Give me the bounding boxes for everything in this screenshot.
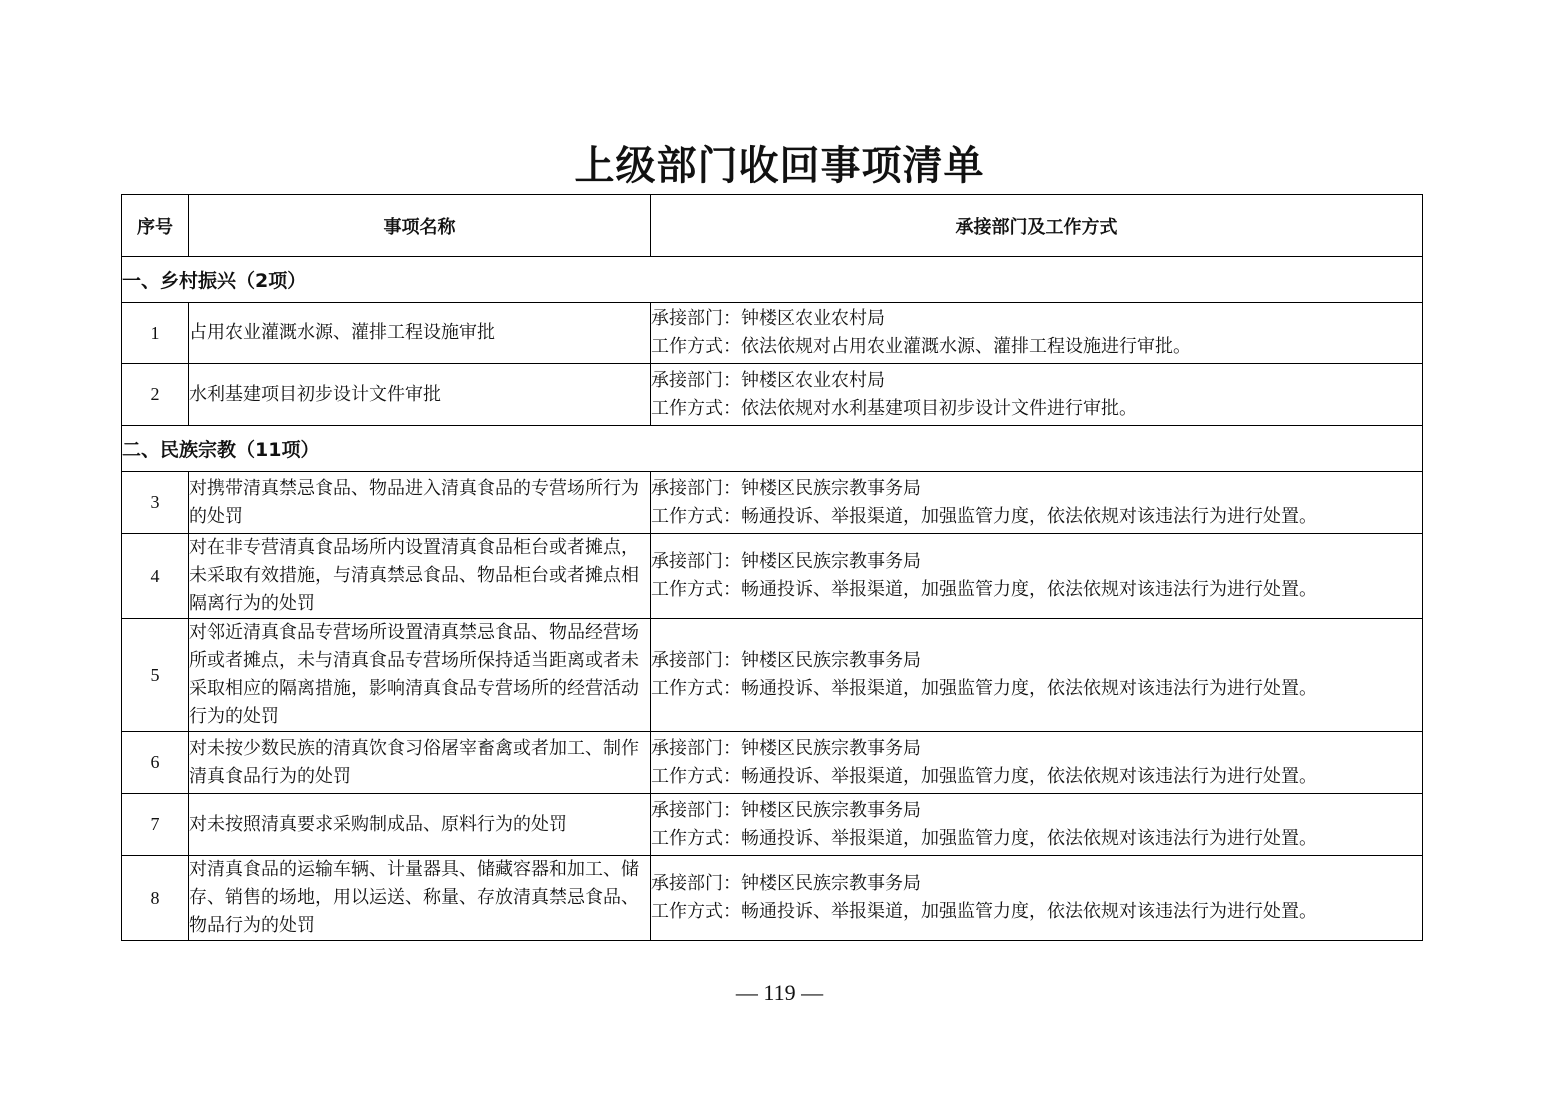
receiving-dept: 承接部门：钟楼区农业农村局	[651, 369, 885, 391]
row-number: 2	[122, 364, 189, 426]
row-number: 4	[122, 534, 189, 619]
receiving-dept: 承接部门：钟楼区民族宗教事务局	[651, 799, 921, 821]
table-row	[122, 619, 1423, 732]
dept-method-cell	[651, 732, 1423, 794]
item-name: 对未按少数民族的清真饮食习俗屠宰畜禽或者加工、制作清真食品行为的处罚	[189, 732, 651, 794]
section-row	[122, 426, 1423, 472]
header-dept-method: 承接部门及工作方式	[651, 195, 1423, 257]
section-row	[122, 257, 1423, 303]
receiving-dept: 承接部门：钟楼区民族宗教事务局	[651, 551, 921, 572]
table-row	[122, 732, 1423, 794]
receiving-dept: 承接部门：钟楼区民族宗教事务局	[651, 737, 921, 759]
item-name: 占用农业灌溉水源、灌排工程设施审批	[189, 303, 651, 364]
dept-method-cell	[651, 794, 1423, 856]
dept-method-cell	[651, 856, 1423, 941]
row-number: 6	[122, 732, 189, 794]
section-heading: 一、乡村振兴（2项）	[122, 257, 1423, 303]
row-number: 1	[122, 303, 189, 364]
header-item-name: 事项名称	[189, 195, 651, 257]
row-number: 3	[122, 472, 189, 534]
item-name: 水利基建项目初步设计文件审批	[189, 364, 651, 426]
work-method: 工作方式：畅通投诉、举报渠道，加强监管力度，依法依规对该违法行为进行处置。	[651, 765, 1317, 787]
page-title: 上级部门收回事项清单	[574, 142, 985, 189]
work-method: 工作方式：畅通投诉、举报渠道，加强监管力度，依法依规对该违法行为进行处置。	[651, 678, 1317, 699]
page-number: — 119 —	[735, 980, 824, 1005]
receiving-dept: 承接部门：钟楼区民族宗教事务局	[651, 873, 921, 894]
item-name: 对清真食品的运输车辆、计量器具、储藏容器和加工、储存、销售的场地，用以运送、称量、存放清真禁忌食品、物品行为的处罚	[189, 856, 651, 941]
receiving-dept: 承接部门：钟楼区民族宗教事务局	[651, 477, 921, 499]
dept-method-cell	[651, 303, 1423, 364]
row-number: 8	[122, 856, 189, 941]
table-row	[122, 472, 1423, 534]
dept-method-cell	[651, 534, 1423, 619]
item-name: 对携带清真禁忌食品、物品进入清真食品的专营场所行为的处罚	[189, 472, 651, 534]
header-serial: 序号	[122, 195, 189, 257]
section-heading: 二、民族宗教（11项）	[122, 426, 1423, 472]
item-name: 对在非专营清真食品场所内设置清真食品柜台或者摊点，未采取有效措施，与清真禁忌食品、物品柜台或者摊点相隔离行为的处罚	[189, 534, 651, 619]
table-row	[122, 303, 1423, 364]
work-method: 工作方式：依法依规对水利基建项目初步设计文件进行审批。	[651, 397, 1137, 419]
item-name: 对邻近清真食品专营场所设置清真禁忌食品、物品经营场所或者摊点，未与清真食品专营场所保持适当距离或者未采取相应的隔离措施，影响清真食品专营场所的经营活动行为的处罚	[189, 619, 651, 732]
work-method: 工作方式：畅通投诉、举报渠道，加强监管力度，依法依规对该违法行为进行处置。	[651, 579, 1317, 600]
table-row	[122, 856, 1423, 941]
table-row	[122, 534, 1423, 619]
dept-method-cell	[651, 364, 1423, 426]
item-name: 对未按照清真要求采购制成品、原料行为的处罚	[189, 794, 651, 856]
dept-method-cell	[651, 472, 1423, 534]
work-method: 工作方式：依法依规对占用农业灌溉水源、灌排工程设施进行审批。	[651, 336, 1191, 357]
row-number: 7	[122, 794, 189, 856]
items-table	[121, 194, 1423, 941]
table-header-row	[122, 195, 1423, 257]
table-row	[122, 364, 1423, 426]
table-row	[122, 794, 1423, 856]
row-number: 5	[122, 619, 189, 732]
work-method: 工作方式：畅通投诉、举报渠道，加强监管力度，依法依规对该违法行为进行处置。	[651, 505, 1317, 527]
receiving-dept: 承接部门：钟楼区农业农村局	[651, 308, 885, 329]
work-method: 工作方式：畅通投诉、举报渠道，加强监管力度，依法依规对该违法行为进行处置。	[651, 827, 1317, 849]
work-method: 工作方式：畅通投诉、举报渠道，加强监管力度，依法依规对该违法行为进行处置。	[651, 901, 1317, 922]
receiving-dept: 承接部门：钟楼区民族宗教事务局	[651, 650, 921, 671]
dept-method-cell	[651, 619, 1423, 732]
